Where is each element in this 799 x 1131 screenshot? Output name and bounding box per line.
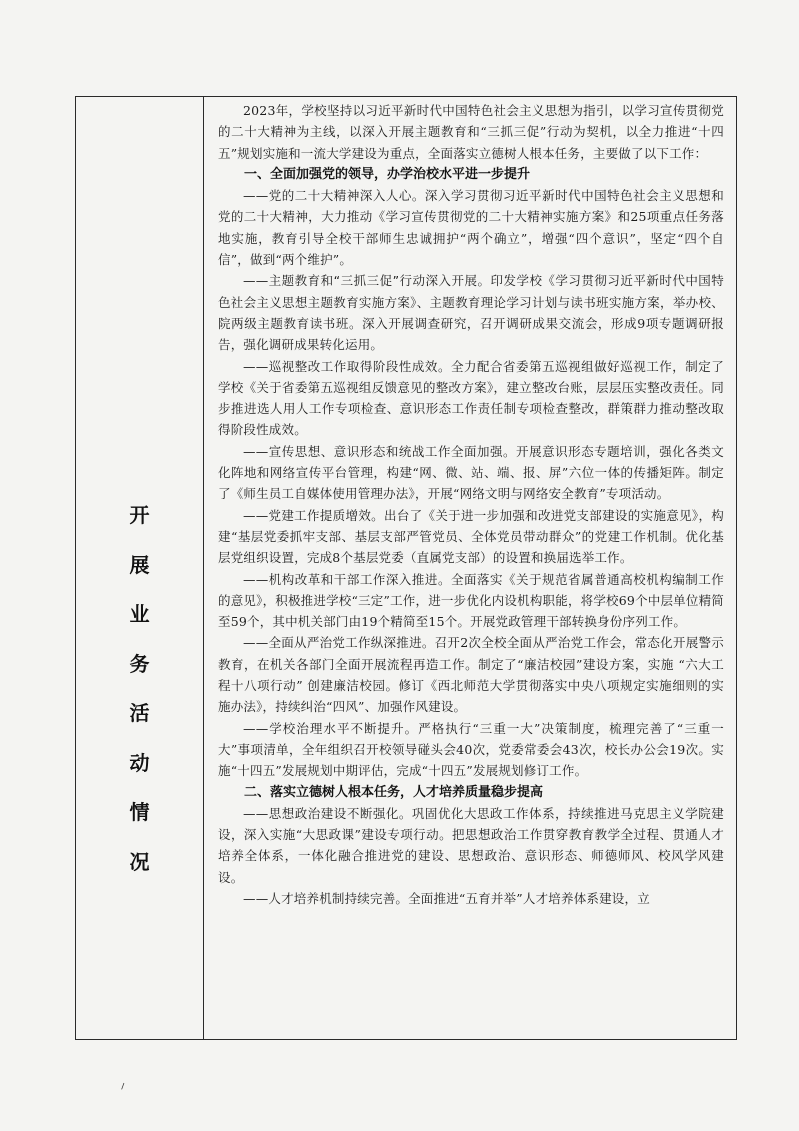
paragraph-text: 全面推进“五育并举”人才培养体系建设，立 bbox=[408, 890, 650, 906]
label-char: 活 bbox=[129, 701, 150, 725]
paragraph-text: 深入学习贯彻习近平新时代中国特色社会主义思想和党的二十大精神，大力推动《学习宣传贯彻党的二十大精神实施方案》和25项重点任务落地实施，教育引导全校干部师生忠诚拥护“两个确立”，增强“四个意识”，坚定“四个自信”，做到“两个维护”。 bbox=[218, 188, 724, 268]
paragraph bbox=[218, 441, 724, 505]
paragraph bbox=[218, 185, 724, 270]
paragraph-lead: ——思想政治建设不断强化。 bbox=[243, 805, 412, 821]
section-2-heading: 二、落实立德树人根本任务，人才培养质量稳步提高 bbox=[244, 784, 544, 800]
paragraph bbox=[218, 505, 724, 569]
paragraph-lead: ——宣传思想、意识形态和统战工作全面加强。 bbox=[243, 443, 517, 459]
section-label bbox=[76, 505, 203, 901]
paragraph-lead: ——学校治理水平不断提升。 bbox=[243, 720, 419, 736]
label-char: 况 bbox=[129, 849, 150, 874]
paragraph-text: 印发学校《学习贯彻习近平新时代中国特色社会主义思想主题教育实施方案》、主题教育理论学习计划与读书班实施方案，举办校、院两级主题教育读书班。深入开展调查研究，召开调研成果交流会，形成9项专题调研报告，强化调研成果转化运用。 bbox=[218, 273, 724, 353]
paragraph-lead: ——巡视整改工作取得阶段性成效。 bbox=[243, 358, 451, 374]
paragraph bbox=[218, 356, 724, 441]
label-column bbox=[76, 97, 204, 1039]
paragraph-lead: ——党建工作提质增效。 bbox=[243, 507, 384, 523]
paragraph bbox=[218, 888, 724, 909]
paragraph-text: 出台了《关于进一步加强和改进党支部建设的实施意见》，构建“基层党委抓牢支部、基层支部严管党员、全体党员带动群众”的党建工作机制。优化基层党组织设置，完成8个基层党委（直属党支部）的设置和换届选举工作。 bbox=[218, 507, 725, 566]
paragraph-text: 严格执行“三重一大”决策制度，梳理完善了“三重一大”事项清单，全年组织召开校领导碰头会40次，党委常委会43次，校长办公会19次。实施“十四五”发展规划中期评估，完成“十四五”发展规划修订工作。 bbox=[218, 720, 724, 779]
paragraph-text: 巩固优化大思政工作体系，持续推进马克思主义学院建设，深入实施“大思政课”建设专项行动。把思想政治工作贯穿教育教学全过程、贯通人才培养全体系，一体化融合推进党的建设、思想政治、意识形态、师德师风、校风学风建设。 bbox=[218, 805, 724, 885]
paragraph-text: 全力配合省委第五巡视组做好巡视工作，制定了学校《关于省委第五巡视组反馈意见的整改方案》，建立整改台账，层层压实整改责任。同步推进选人用人工作专项检查、意识形态工作责任制专项检查整改，群策群力推动整改取得阶段性成效。 bbox=[218, 358, 725, 438]
label-char: 动 bbox=[129, 750, 150, 775]
paragraph-lead: ——主题教育和“三抓三促”行动深入开展。 bbox=[243, 273, 491, 289]
label-char: 开 bbox=[129, 503, 150, 527]
label-char: 务 bbox=[129, 651, 150, 676]
paragraph-text: 开展意识形态专题培训，强化各类文化阵地和网络宣传平台管理，构建“网、微、站、端、报、屏”六位一体的传播矩阵。制定了《师生员工自媒体使用管理办法》，开展“网络文明与网络安全教育”专项活动。 bbox=[218, 443, 725, 502]
paragraph-lead: ——党的二十大精神深入人心。 bbox=[243, 188, 425, 204]
label-char: 业 bbox=[129, 602, 150, 626]
paragraph-lead: ——机构改革和干部工作深入推进。 bbox=[243, 571, 451, 587]
content-column bbox=[204, 97, 736, 1039]
paragraph bbox=[218, 803, 724, 888]
paragraph-lead: ——人才培养机制持续完善。 bbox=[243, 890, 409, 906]
section-1-heading: 一、全面加强党的领导，办学治校水平进一步提升 bbox=[244, 166, 531, 182]
paragraph-text: 全面落实《关于规范省属普通高校机构编制工作的意见》，积极推进学校“三定”工作，进一步优化内设机构职能，将学校69个中层单位精简至59个，其中机关部门由19个精简至15个。开展党政管理干部转换身份序列工作。 bbox=[218, 571, 725, 630]
label-char: 展 bbox=[129, 552, 150, 577]
paragraph-lead: ——全面从严治党工作纵深推进。 bbox=[243, 635, 435, 651]
paragraph bbox=[218, 270, 724, 355]
paragraph bbox=[218, 569, 724, 633]
pen-mark-icon: ⸝ bbox=[115, 1075, 129, 1093]
paragraph-text: 召开2次全校全面从严治党工作会，常态化开展警示教育，在机关各部门全面开展流程再造工作。制定了“廉洁校园”建设方案，实施 “六大工程十八项行动” 创建廉洁校园。修订《西北师范大学贯彻落实中央八项规定实施细则的实施办法》，持续纠治“四风”、加强作风建设。 bbox=[218, 635, 724, 715]
form-table bbox=[75, 96, 737, 1040]
paragraph bbox=[218, 632, 724, 717]
intro-paragraph: 2023年，学校坚持以习近平新时代中国特色社会主义思想为指引，以学习宣传贯彻党的二十大精神为主线，以深入开展主题教育和“三抓三促”行动为契机，以全力推进“十四五”规划实施和一流大学建设为重点，全面落实立德树人根本任务，主要做了以下工作： bbox=[218, 103, 724, 161]
label-char: 情 bbox=[129, 800, 150, 824]
paragraph bbox=[218, 718, 724, 782]
